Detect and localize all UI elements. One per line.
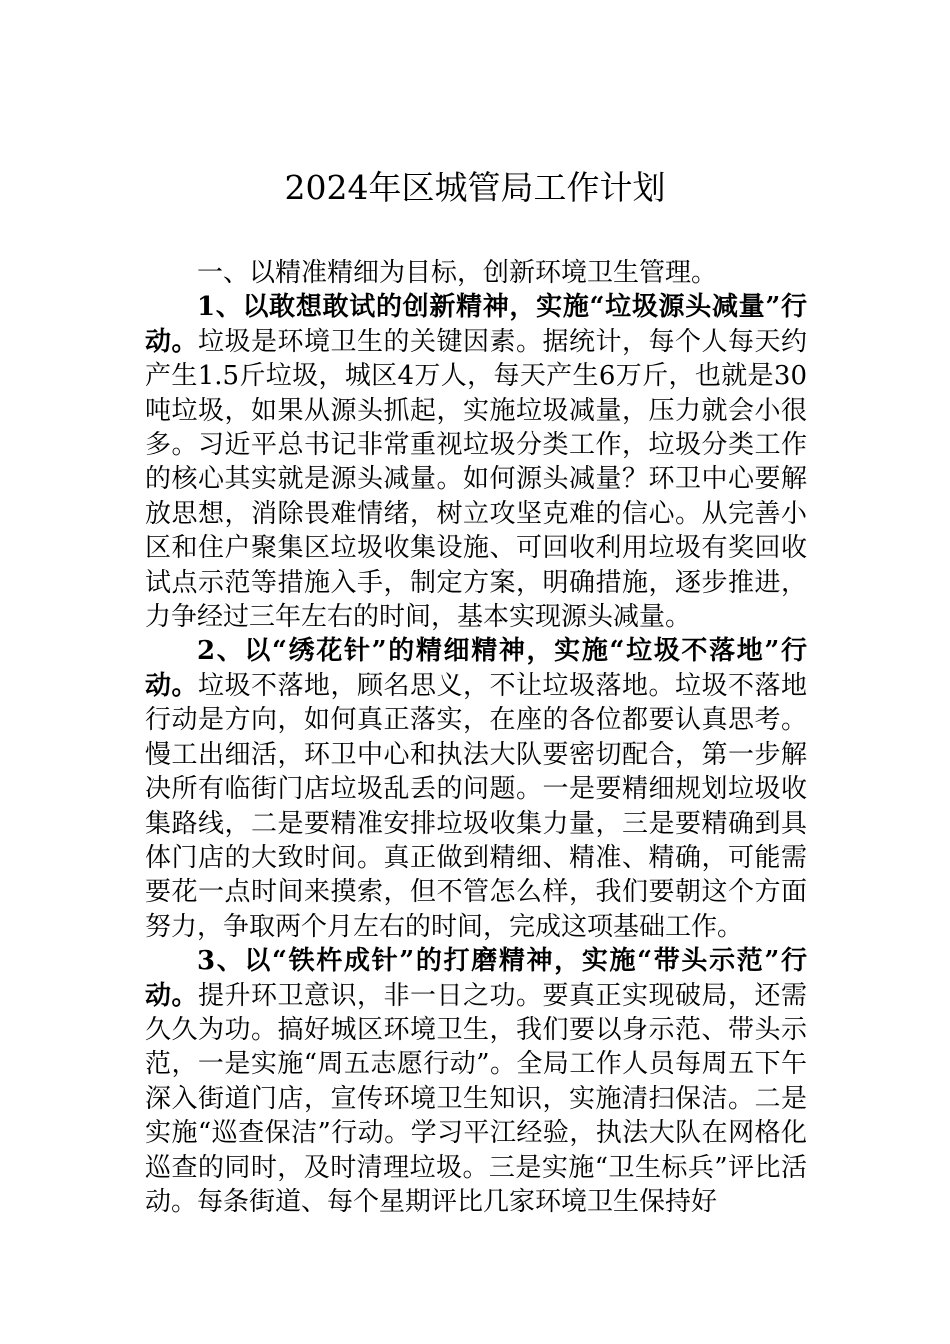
item-lead-2: 2、以“绣花针”的精细精神，实施“垃圾不落地”行动。: [145, 636, 807, 701]
item-body-3: 提升环卫意识，非一日之功。要真正实现破局，还需久久为功。搞好城区环境卫生，我们要以身示范、带头示范，一是实施“周五志愿行动”。全局工作人员每周五下午深入街道门店，宣传环境卫生知识，实施清扫保洁。二是实施“巡查保洁”行动。学习平江经验，执法大队在网格化巡查的同时，及时清理垃圾。三是实施“卫生标兵”评比活动。每条街道、每个星期评比几家环境卫生保持好: [145, 980, 807, 1217]
item-paragraph-2: [145, 634, 807, 944]
document-title: 2024年区城管局工作计划: [284, 168, 666, 207]
item-body-1: 垃圾是环境卫生的关键因素。据统计，每个人每天约产生1.5斤垃圾，城区4万人，每天产生6万斤，也就是30吨垃圾，如果从源头抓起，实施垃圾减量，压力就会小很多。习近平总书记非常重视垃圾分类工作，垃圾分类工作的核心其实就是源头减量。如何源头减量？环卫中心要解放思想，消除畏难情绪，树立攻坚克难的信心。从完善小区和住户聚集区垃圾收集设施、可回收利用垃圾有奖回收试点示范等措施入手，制定方案，明确措施，逐步推进，力争经过三年左右的时间，基本实现源头减量。: [145, 326, 807, 633]
item-body-2: 垃圾不落地，顾名思义，不让垃圾落地。垃圾不落地行动是方向，如何真正落实，在座的各位都要认真思考。慢工出细活，环卫中心和执法大队要密切配合，第一步解决所有临街门店垃圾乱丢的问题。一是要精细规划垃圾收集路线，二是要精准安排垃圾收集力量，三是要精确到具体门店的大致时间。真正做到精细、精准、精确，可能需要花一点时间来摸索，但不管怎么样，我们要朝这个方面努力，争取两个月左右的时间，完成这项基础工作。: [145, 670, 807, 942]
item-lead-1: 1、以敢想敢试的创新精神，实施“垃圾源头减量”行动。: [145, 292, 807, 357]
section-heading: 一、以精准精细为目标，创新环境卫生管理。: [197, 258, 718, 288]
item-paragraph-1: [145, 290, 807, 634]
item-paragraph-3: [145, 944, 807, 1219]
document-body: [145, 256, 807, 1219]
item-lead-3: 3、以“铁杵成针”的打磨精神，实施“带头示范”行动。: [145, 946, 807, 1011]
